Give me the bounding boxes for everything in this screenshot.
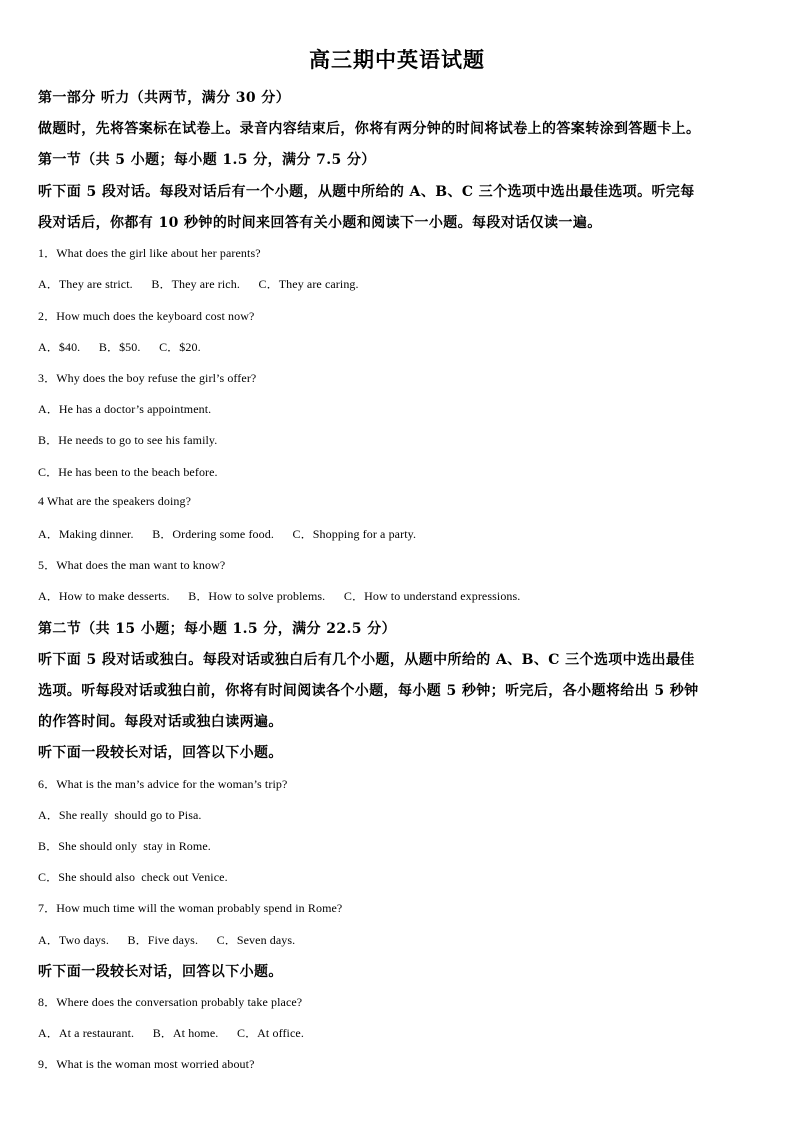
- question-3-option-b: B．He needs to go to see his family.: [38, 433, 218, 447]
- question-1: 1．What does the girl like about her parents?: [38, 246, 261, 260]
- question-8-options: A．At a restaurant. B．At home. C．At office.: [38, 1026, 304, 1040]
- section-two-instruction-line-3: 的作答时间。每段对话或独白读两遍。: [38, 714, 283, 730]
- question-4-options: A．Making dinner. B．Ordering some food. C．Shopping for a party.: [38, 527, 417, 541]
- section-one-heading: 第一节（共 5 小题；每小题 1.5 分，满分 7.5 分）: [38, 152, 376, 168]
- section-two-heading: 第二节（共 15 小题；每小题 1.5 分，满分 22.5 分）: [38, 621, 396, 637]
- section-two-instruction-line-2: 选项。听每段对话或独白前，你将有时间阅读各个小题，每小题 5 秒钟；听完后，各小题将给出 5 秒钟: [38, 683, 699, 699]
- section-one-instruction-line-1: 听下面 5 段对话。每段对话后有一个小题，从题中所给的 A、B、C 三个选项中选出最佳选项。听完每: [38, 184, 695, 200]
- page-title: 高三期中英语试题: [309, 47, 485, 72]
- question-2: 2．How much does the keyboard cost now?: [38, 309, 255, 323]
- question-6: 6．What is the man’s advice for the woman’s trip?: [38, 777, 288, 791]
- question-6-option-b: B．She should only stay in Rome.: [38, 839, 211, 853]
- question-7: 7．How much time will the woman probably spend in Rome?: [38, 901, 343, 915]
- question-6-option-a: A．She really should go to Pisa.: [38, 808, 202, 822]
- section-one-instruction-line-2: 段对话后，你都有 10 秒钟的时间来回答有关小题和阅读下一小题。每段对话仅读一遍。: [38, 215, 602, 231]
- section-two-instruction-line-1: 听下面 5 段对话或独白。每段对话或独白后有几个小题，从题中所给的 A、B、C 三个选项中选出最佳: [38, 652, 695, 668]
- dialogue-instruction-2: 听下面一段较长对话，回答以下小题。: [38, 964, 283, 980]
- question-5-options: A．How to make desserts. B．How to solve problems. C．How to understand expressions.: [38, 589, 521, 603]
- part-one-instruction: 做题时，先将答案标在试卷上。录音内容结束后，你将有两分钟的时间将试卷上的答案转涂到答题卡上。: [38, 121, 701, 137]
- question-8: 8．Where does the conversation probably take place?: [38, 995, 303, 1009]
- dialogue-instruction-1: 听下面一段较长对话，回答以下小题。: [38, 745, 283, 761]
- question-3-option-a: A．He has a doctor’s appointment.: [38, 402, 212, 416]
- question-6-option-c: C．She should also check out Venice.: [38, 870, 228, 884]
- question-2-options: A．$40. B．$50. C．$20.: [38, 340, 201, 354]
- question-4: 4 What are the speakers doing?: [38, 494, 192, 508]
- question-9: 9．What is the woman most worried about?: [38, 1057, 255, 1071]
- part-one-heading: 第一部分 听力（共两节，满分 30 分）: [38, 90, 291, 106]
- question-3: 3．Why does the boy refuse the girl’s offer?: [38, 371, 257, 385]
- question-3-option-c: C．He has been to the beach before.: [38, 465, 218, 479]
- question-1-options: A．They are strict. B．They are rich. C．They are caring.: [38, 277, 359, 291]
- question-7-options: A．Two days. B．Five days. C．Seven days.: [38, 933, 296, 947]
- question-5: 5．What does the man want to know?: [38, 558, 226, 572]
